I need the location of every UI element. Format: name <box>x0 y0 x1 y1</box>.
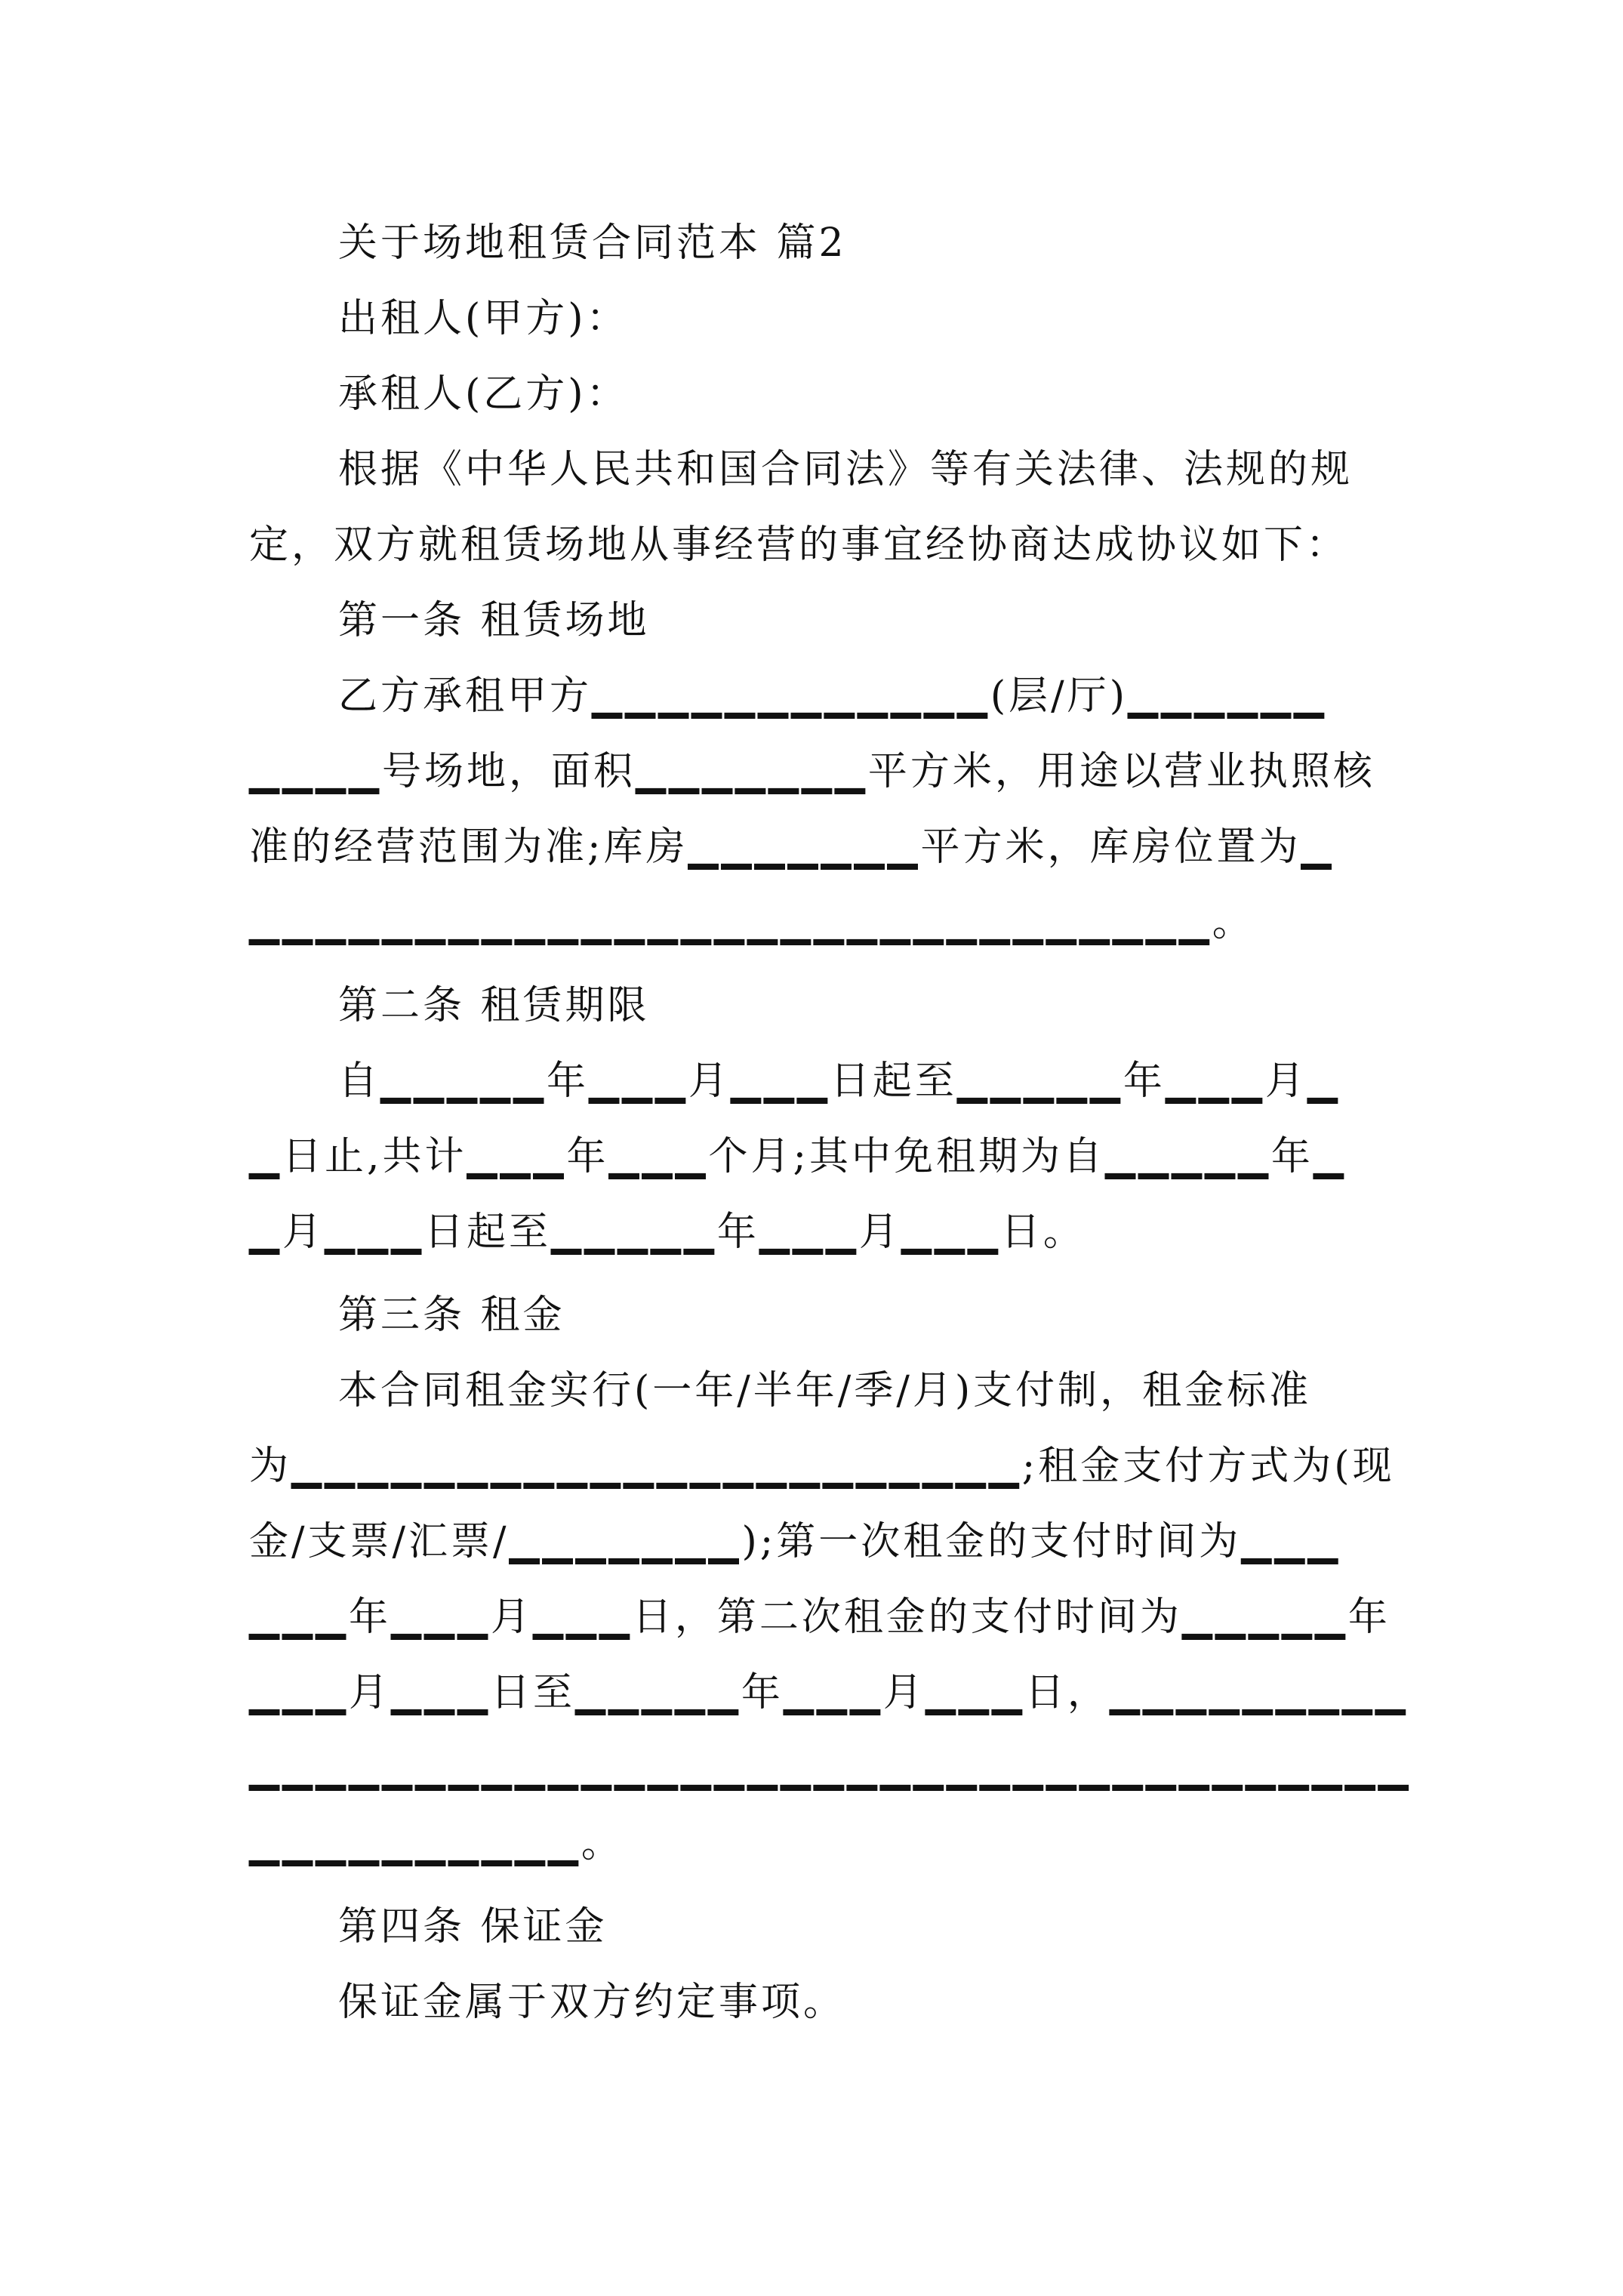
article2-heading: 第二条 租赁期限 <box>338 983 650 1028</box>
article1-heading: 第一条 租赁场地 <box>338 598 650 643</box>
article3-line-1: 本合同租金实行(一年/半年/季/月)支付制，租金标准 <box>338 1368 1312 1413</box>
article3-line-7: ▁▁▁▁▁▁▁▁▁▁。 <box>249 1821 624 1866</box>
article3-line-6: ▁▁▁▁▁▁▁▁▁▁▁▁▁▁▁▁▁▁▁▁▁▁▁▁▁▁▁▁▁▁▁▁▁▁▁ <box>249 1746 1412 1791</box>
article3-line-4: ▁▁▁年▁▁▁月▁▁▁日，第二次租金的支付时间为▁▁▁▁▁年 <box>249 1595 1390 1640</box>
article3-line-5: ▁▁▁月▁▁▁日至▁▁▁▁▁年▁▁▁月▁▁▁日，▁▁▁▁▁▁▁▁▁ <box>249 1670 1409 1715</box>
article1-line-2: ▁▁▁▁号场地，面积▁▁▁▁▁▁▁平方米，用途以营业执照核 <box>249 749 1375 794</box>
intro-line-2: 定，双方就租赁场地从事经营的事宜经协商达成协议如下： <box>249 522 1349 568</box>
article2-line-2: ▁日止,共计▁▁▁年▁▁▁个月;其中免租期为自▁▁▁▁▁年▁ <box>249 1134 1347 1179</box>
article1-line-3: 准的经营范围为准;库房▁▁▁▁▁▁▁平方米，库房位置为▁ <box>249 824 1335 870</box>
lessee-label: 承租人(乙方)： <box>338 371 629 417</box>
document-title: 关于场地租赁合同范本 篇2 <box>338 220 847 266</box>
article2-line-3: ▁月▁▁▁日起至▁▁▁▁▁年▁▁▁月▁▁▁日。 <box>249 1210 1086 1255</box>
article3-line-3: 金/支票/汇票/▁▁▁▁▁▁▁);第一次租金的支付时间为▁▁▁ <box>249 1519 1341 1564</box>
intro-line-1: 根据《中华人民共和国合同法》等有关法律、法规的规 <box>338 447 1354 492</box>
article3-line-2: 为▁▁▁▁▁▁▁▁▁▁▁▁▁▁▁▁▁▁▁▁▁▁;租金支付方式为(现 <box>249 1444 1395 1489</box>
article4-heading: 第四条 保证金 <box>338 1904 608 1949</box>
article1-line-4: ▁▁▁▁▁▁▁▁▁▁▁▁▁▁▁▁▁▁▁▁▁▁▁▁▁▁▁▁▁。 <box>249 900 1255 945</box>
article1-line-1: 乙方承租甲方▁▁▁▁▁▁▁▁▁▁▁▁(层/厅)▁▁▁▁▁▁ <box>338 673 1327 719</box>
lessor-label: 出租人(甲方)： <box>338 296 629 341</box>
article2-line-1: 自▁▁▁▁▁年▁▁▁月▁▁▁日起至▁▁▁▁▁年▁▁▁月▁ <box>338 1059 1341 1104</box>
article3-heading: 第三条 租金 <box>338 1293 565 1338</box>
article4-line-1: 保证金属于双方约定事项。 <box>338 1980 846 2025</box>
